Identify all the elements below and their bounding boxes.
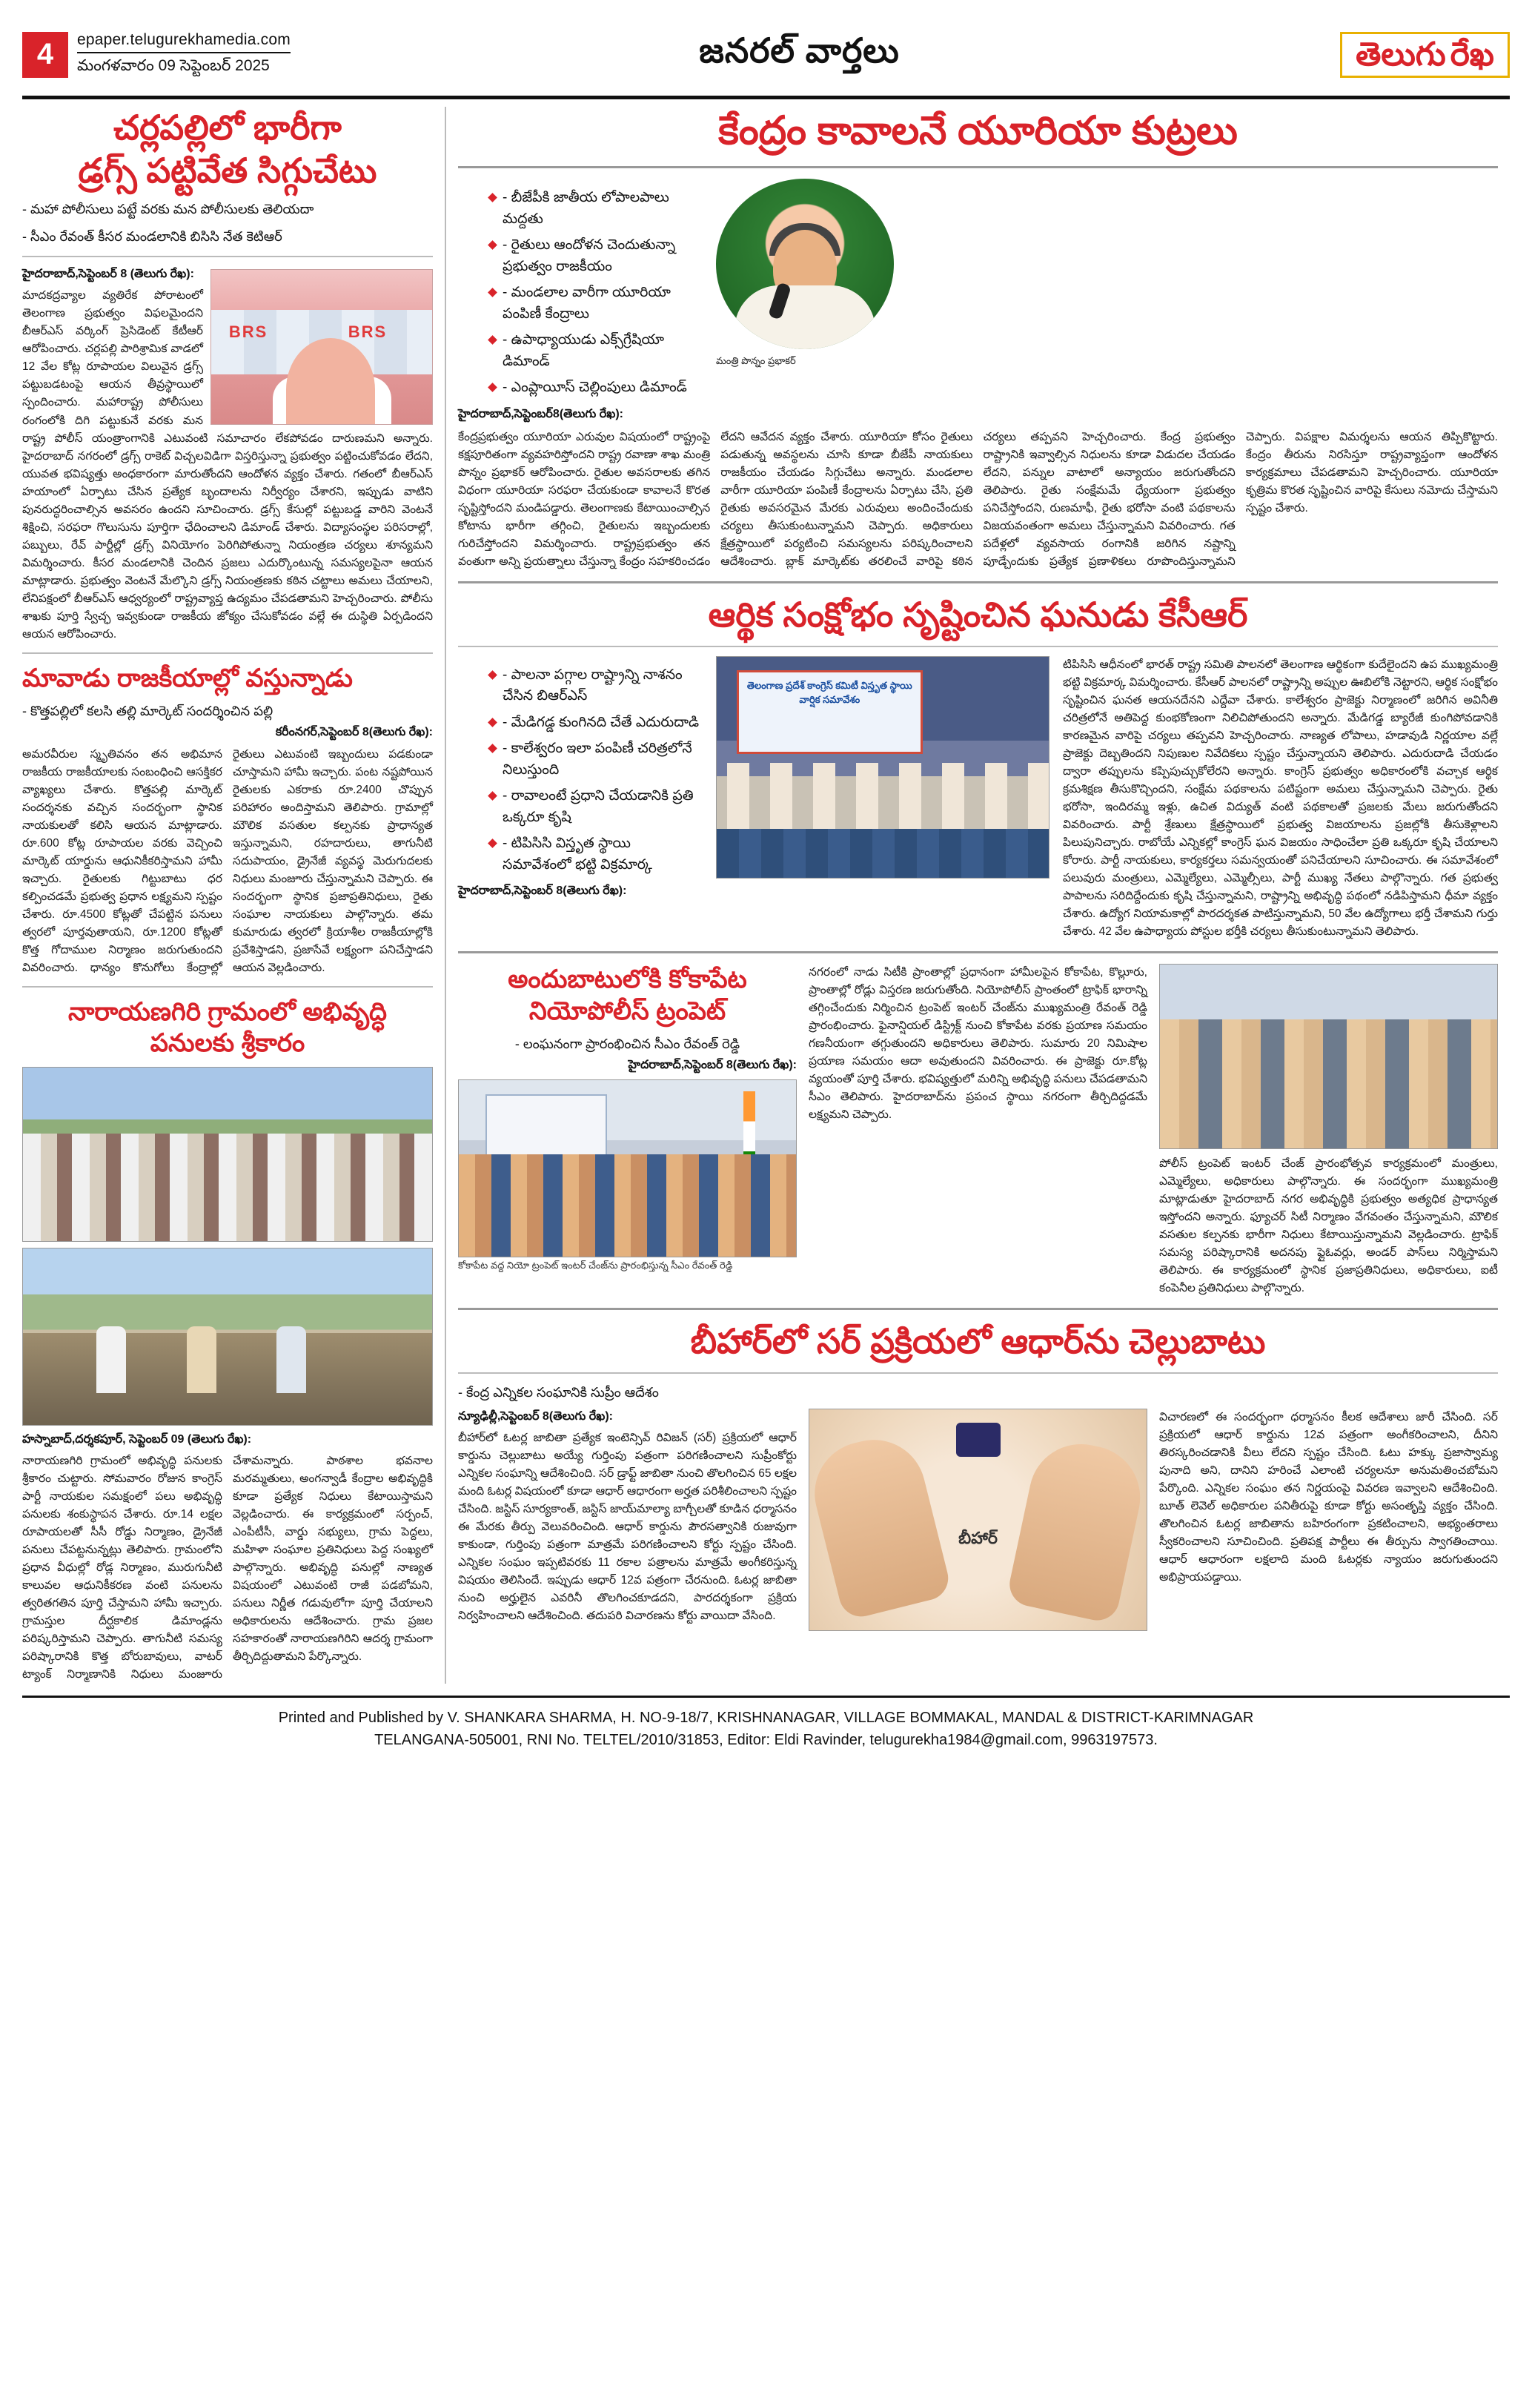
second-bullet-4: - రావాలంటే ప్రధాని చేయడానికి ప్రతి ఒక్కరూ కృషి [488,786,703,828]
story1-byline: హైదరాబాద్,సెప్టెంబర్ 8 (తెలుగు రేఖ): [22,268,194,280]
story-neopolis-trumpet [458,964,1498,1297]
logo-text-secondary: రేఖ [1450,36,1494,73]
story2-headline: మావాడు రాజకీయాల్లో వస్తున్నాడు [22,664,353,692]
epaper-site-url[interactable]: epaper.telugurekhamedia.com [77,31,291,53]
footer-line-1: Printed and Published by V. SHANKARA SHARMA, H. NO-9-18/7, KRISHNANAGAR, VILLAGE BOMMAKAL, MANDAL & DISTRICT-KARIMNAGAR [278,1710,1254,1727]
footer-line-2: TELANGANA-505001, RNI No. TELTEL/2010/31853, Editor: Eldi Ravinder, telugurekha1984@gmail.com, 9963197573. [374,1732,1158,1749]
bihar-map-label: బీహార్ [958,1528,998,1547]
main-body: కేంద్రప్రభుత్వం యూరియా ఎరువుల విషయంలో రాష్ట్రంపై కక్షపూరితంగా వ్యవహరిస్తోందని రాష్ట్ర రవాణా శాఖ మంత్రి పొన్నం ప్రభాకర్ ఆరోపించారు. రైతుల అవసరాలకు తగిన విధంగా యూరియా సరఫరా చేయకుండా కావాలనే కొరత సృష్టిస్తోందని మండిపడ్డారు. తెలంగాణకు కేటాయించాల్సిన కోటాను భారీగా తగ్గించి, రైతులను ఇబ్బందులకు గురిచేస్తోందని విమర్శించారు. రాష్ట్రప్రభుత్వం తన వంతుగా అన్ని ప్రయత్నాలు చేస్తున్నా కేంద్రం సహకరించడం లేదని ఆవేదన వ్యక్తం చేశారు. యూరియా కోసం రైతులు పడుతున్న అవస్థలను చూసి కూడా బీజేపీ నాయకులు రాజకీయం చేయడం సిగ్గుచేటు అన్నారు. మండలాల వారీగా యూరియా పంపిణీ కేంద్రాలను ఏర్పాటు చేసి, ప్రతి రైతుకు అవసరమైన మేరకు ఎరువులు అందించేందుకు చర్యలు తీసుకుంటున్నామని చెప్పారు. అధికారులు క్షేత్రస్థాయిలో పర్యటించి సమస్యలను పరిష్కరించాలని ఆదేశించారు. బ్లాక్ మార్కెట్‌కు తరలించే వారిపై కఠిన చర్యలు తప్పవని హెచ్చరించారు. కేంద్ర ప్రభుత్వం రాష్ట్రానికి ఇవ్వాల్సిన నిధులను కూడా విడుదల చేయడం లేదని, పన్నుల వాటాలో అన్యాయం జరుగుతోందని తెలిపారు. రైతు సంక్షేమమే ధ్యేయంగా ప్రభుత్వం పనిచేస్తోందని, రుణమాఫీ, రైతు భరోసా వంటి పథకాలను విజయవంతంగా అమలు చేస్తున్నామని వివరించారు. గత పదేళ్లలో వ్యవసాయ రంగానికి జరిగిన నష్టాన్ని పూడ్చేందుకు ప్రత్యేక ప్రణాళికలు రూపొందిస్తున్నామని చెప్పారు. విపక్షాల విమర్శలను ఆయన తిప్పికొట్టారు. కేంద్రం తీరును నిరసిస్తూ రాష్ట్రవ్యాప్తంగా ఆందోళన కార్యక్రమాలు చేపడతామని హెచ్చరించారు. యూరియా కృత్రిమ కొరత సృష్టించిన వారిపై కేసులు నమోదు చేస్తామని స్పష్టం చేశారు. [458,431,1498,569]
nano-headline-line1: అందుబాటులోకి కోకాపేట [508,965,747,994]
logo-text-primary: తెలుగు [1356,36,1446,73]
main-bullet-1: - బీజేపీకి జాతీయ లోపాలపాలు మద్దతు [488,188,703,230]
story-narayanagiri-development [22,996,433,1684]
publication-logo [1340,32,1510,78]
main-bullets [458,188,703,399]
story3-body: నారాయణగిరి గ్రామంలో అభివృద్ధి పనులకు శ్రీకారం చుట్టారు. సోమవారం రోజున కాంగ్రెస్ పార్టీ నాయకుల సమక్షంలో పలు అభివృద్ధి పనులకు శంకుస్థాపన చేశారు. రూ.14 లక్షల రూపాయలతో సీసీ రోడ్డు నిర్మాణం, డ్రైనేజీ పనులు చేపట్టనున్నట్లు తెలిపారు. గ్రామంలోని ప్రధాన వీధుల్లో రోడ్ల నిర్మాణం, మురుగునీటి కాలువల ఆధునికీకరణ వంటి పనులను త్వరితగతిన పూర్తి చేస్తామని హామీ ఇచ్చారు. గ్రామస్తుల దీర్ఘకాలిక డిమాండ్లను పరిష్కరిస్తామని చెప్పారు. తాగునీటి సమస్య పరిష్కారానికి కొత్త బోరుబావులు, వాటర్ ట్యాంక్ నిర్మాణానికి నిధులు మంజూరు చేశామన్నారు. పాఠశాల భవనాల మరమ్మతులు, అంగన్వాడీ కేంద్రాల అభివృద్ధికి కూడా ప్రత్యేక నిధులు కేటాయిస్తామని వెల్లడించారు. ఈ కార్యక్రమంలో సర్పంచ్, ఎంపీటీసీ, వార్డు సభ్యులు, గ్రామ పెద్దలు, మహిళా సంఘాల ప్రతినిధులు పెద్ద సంఖ్యలో పాల్గొన్నారు. అభివృద్ధి పనుల్లో నాణ్యత విషయంలో ఎటువంటి రాజీ పడబోమని, పనులు నిర్ణీత గడువులోగా పూర్తి చేయాలని అధికారులను ఆదేశించారు. గ్రామ ప్రజల సహకారంతో నారాయణగిరిని ఆదర్శ గ్రామంగా తీర్చిదిద్దుతామని పేర్కొన్నారు. [22,1455,433,1681]
photo-bihar-map-fingers [809,1409,1147,1631]
story1-headline-line2: డ్రగ్స్ పట్టివేత సిగ్గుచేటు [78,150,377,190]
bihar-body: బీహార్‌లో ఓటర్ల జాబితా ప్రత్యేక ఇంటెన్సివ్ రివిజన్ (సర్) ప్రక్రియలో ఆధార్ కార్డును చెల్లుబాటు అయ్యే గుర్తింపు పత్రంగా పరిగణించాలని సుప్రీంకోర్టు ఎన్నికల సంఘాన్ని ఆదేశించింది. సర్ డ్రాఫ్ట్ జాబితా నుంచి తొలగించిన 65 లక్షల మంది ఓటర్ల విషయంలో కూడా ఆధార్ ఆధారంగా అర్హత పరిశీలించాలని స్పష్టం చేసింది. జస్టిస్ సూర్యకాంత్, జస్టిస్ జాయ్‌మాల్యా బాగ్చీలతో కూడిన ధర్మాసనం ఈ మేరకు తీర్పు వెలువరించింది. ఆధార్ కార్డును పౌరసత్వానికి రుజువుగా కాకుండా, గుర్తింపు పత్రంగా మాత్రమే పరిగణించాలని కోర్టు స్పష్టం చేసింది. ఎన్నికల సంఘం ఇప్పటివరకు 11 రకాల పత్రాలను మాత్రమే అంగీకరిస్తున్న విషయం తెలిసిందే. ఇప్పుడు ఆధార్ 12వ పత్రంగా చేరనుంది. ఓటర్ల జాబితా నుంచి అర్హులైన ఎవరినీ తొలగించకూడదని, పారదర్శకంగా ప్రక్రియ నిర్వహించాలని ఆదేశించింది. తదుపరి విచారణను కోర్టు వాయిదా వేసింది. [458,1432,797,1623]
page-content [22,107,1510,1684]
left-column [22,107,446,1684]
story2-subhead: - కొత్తపల్లిలో కలసి తల్లి మార్కెట్ సందర్శించిన పల్లి [22,704,273,719]
main-headline: కేంద్రం కావాలనే యూరియా కుట్రలు [718,109,1238,153]
main-photo-caption: మంత్రి పొన్నం ప్రభాకర్ [716,355,796,367]
photo-ribbon-cutting [1159,964,1498,1149]
story2-body: అమరవీరుల స్మృతివనం తన అభిమాన రాజకీయ రాజకీయాలకు సంబంధించి ఆసక్తికర వ్యాఖ్యలు చేశారు. కొత్తపల్లి మార్కెట్ సందర్శనకు వచ్చిన సందర్భంగా స్థానిక నాయకులతో కలిసి ఆయన మాట్లాడారు. రూ.600 కోట్ల రూపాయల వరకు వెచ్చించి మార్కెట్ యార్డును ఆధునికీకరిస్తామని హామీ ఇచ్చారు. రైతులకు గిట్టుబాటు ధర కల్పించడమే ప్రభుత్వ ప్రధాన లక్ష్యమని స్పష్టం చేశారు. రూ.4500 కోట్లతో చేపట్టిన పనులు త్వరలో పూర్తవుతాయని, రూ.1200 కోట్లతో కొత్త గోదాముల నిర్మాణం జరుగుతుందని వివరించారు. ధాన్యం కొనుగోలు కేంద్రాల్లో రైతులు ఎటువంటి ఇబ్బందులు పడకుండా చూస్తామని హామీ ఇచ్చారు. పంట నష్టపోయిన రైతులకు ఎకరాకు రూ.2400 చొప్పున పరిహారం అందిస్తామని తెలిపారు. గ్రామాల్లో మౌలిక వసతుల కల్పనకు ప్రాధాన్యత ఇస్తున్నామని, రహదారులు, తాగునీటి సదుపాయం, డ్రైనేజీ వ్యవస్థ మెరుగుదలకు నిధులు మంజూరు చేస్తున్నామని చెప్పారు. ఈ సందర్భంగా స్థానిక ప్రజాప్రతినిధులు, రైతు సంఘాల నాయకులు పాల్గొన్నారు. తమ కుమారుడు త్వరలో క్రియాశీల రాజకీయాల్లోకి ప్రవేశిస్తాడని, ప్రజాసేవే లక్ష్యంగా పనిచేస్తాడని ఆయన వెల్లడించారు. [22,747,433,974]
story2-byline: కరీంనగర్,సెప్టెంబర్ 8(తెలుగు రేఖ): [275,726,433,739]
bihar-byline: న్యూఢిల్లీ,సెప్టెంబర్ 8(తెలుగు రేఖ): [458,1409,614,1423]
bihar-subhead: - కేంద్ర ఎన్నికల సంఘానికి సుప్రీం ఆదేశం [458,1384,659,1400]
story3-byline: హస్నాబాద్,దర్శకపూర్, సెప్టెంబర్ 09 (తెలుగు రేఖ): [22,1432,252,1446]
second-bullet-1: - పాలనా పగ్గాల రాష్ట్రాన్ని నాశనం చేసిన బిఆర్ఎస్ [488,665,703,707]
main-bullet-4: - ఉపాధ్యాయుడు ఎక్స్‌గ్రేషియా డిమాండ్ [488,330,703,372]
story-urea-conspiracy [458,107,1498,571]
story-politics-entry [22,663,433,977]
story1-headline-line1: చర్లపల్లిలో భారీగా [113,108,342,147]
main-bullet-5: - ఎంప్లాయీస్ చెల్లింపులు డిమాండ్ [488,377,703,399]
nano-body-right: పోలీస్ ట్రంపెట్ ఇంటర్ చేంజ్ ప్రారంభోత్సవ కార్యక్రమంలో మంత్రులు, ఎమ్మెల్యేలు, అధికారులు పాల్గొన్నారు. ఈ సందర్భంగా ముఖ్యమంత్రి మాట్లాడుతూ హైదరాబాద్ నగర అభివృద్ధికి ప్రభుత్వం అత్యధిక ప్రాధాన్యత ఇస్తోందని అన్నారు. ఫ్యూచర్ సిటీ నిర్మాణం వేగవంతం చేస్తున్నామని, మౌలిక వసతుల కల్పనకు భారీగా నిధులు కేటాయిస్తున్నామని వెల్లడించారు. ట్రాఫిక్ సమస్య పరిష్కారానికి అదనపు ఫ్లైఓవర్లు, అండర్ పాస్‌లు నిర్మిస్తామని తెలిపారు. ఈ కార్యక్రమంలో స్థానిక ప్రజాప్రతినిధులు, అధికారులు, ఐటీ కంపెనీల ప్రతినిధులు పాల్గొన్నారు. [1159,1157,1498,1295]
photo-neopolis-inauguration [458,1079,797,1257]
photo-ktr-press-meet: BRS BRS [210,269,433,425]
second-bullet-2: - మేడిగడ్డ కుంగినది చేతే ఎదురుదాడి [488,712,703,734]
nano-headline-line2: నియోపోలీస్ ట్రంపెట్ [528,996,726,1025]
second-body-lead: టిపిసిసి ఆధీనంలో భారత్ రాష్ట్ర సమితి పాలనలో తెలంగాణ ఆర్థికంగా కుదేలైందని ఉప ముఖ్యమంత్రి భట్టి విక్రమార్క విమర్శించారు. కేసీఆర్ పాలనలో రాష్ట్రాన్ని అప్పుల ఊబిలోకి నెట్టారని, ఆర్థిక సంక్షోభం సృష్టించిన ఘనత ఆయనదేనని ఎద్దేవా చేశారు. కాలేశ్వరం ప్రాజెక్టు నిర్మాణంలో జరిగిన అవినీతి చరిత్రలోనే అతిపెద్ద కుంభకోణంగా నిలిచిపోతుందని అన్నారు. మేడిగడ్డ బ్యారేజీ కుంగిపోవడానికి కారణమైన వారిపై చర్యలు తప్పవని హెచ్చరించారు. నాణ్యత లోపాలు, హడావుడి నిర్ణయాల వల్లే ప్రాజెక్టు దెబ్బతిందని నిపుణుల నివేదికలు స్పష్టం చేస్తున్నాయని తెలిపారు. ఎదురుదాడి చేయడం ద్వారా తప్పులను కప్పిపుచ్చుకోలేరని అన్నారు. కాంగ్రెస్ ప్రభుత్వం అధికారంలోకి వచ్చాక ఆర్థిక క్రమశిక్షణ తీసుకొచ్చిందని, సంక్షేమ పథకాలను పటిష్టంగా అమలు చేస్తున్నామని చెప్పారు. రైతు భరోసా, ఇందిరమ్మ ఇళ్లు, ఉచిత విద్యుత్ వంటి పథకాలతో ప్రజలకు మేలు జరుగుతోందని వివరించారు. పార్టీ శ్రేణులు క్షేత్రస్థాయిలో ప్రభుత్వ విజయాలను ప్రజల్లోకి తీసుకెళ్లాలని పిలుపునిచ్చారు. రాబోయే ఎన్నికల్లో కాంగ్రెస్ ఘన విజయం సాధించేలా ప్రతి ఒక్కరూ కృషి చేయాలని కోరారు. పార్టీ నాయకులు, కార్యకర్తలు సమన్వయంతో పనిచేయాలని సూచించారు. ఈ సమావేశంలో పలువురు మంత్రులు, ఎమ్మెల్యేలు, ఎమ్మెల్సీలు, పార్టీ ముఖ్య నేతలు పాల్గొన్నారు. గత ప్రభుత్వ పాపాలను సరిదిద్దేందుకు కృషి చేస్తున్నామని, రాష్ట్రాన్ని అభివృద్ధి పథంలో నడిపిస్తామని ధీమా వ్యక్తం చేశారు. ఉద్యోగ నియామకాల్లో పారదర్శకత పాటిస్తున్నామని, 50 వేల ఉద్యోగాలు భర్తీ చేశామని గుర్తు చేశారు. 42 వేల ఉపాధ్యాయ పోస్టుల భర్తీకి చర్యలు తీసుకుంటున్నామని తెలిపారు. [1063,658,1498,938]
story-charlapalli-drugs [22,107,433,644]
nano-byline: హైదరాబాద్,సెప్టెంబర్ 8(తెలుగు రేఖ): [628,1059,797,1072]
bihar-body-right: విచారణలో ఈ సందర్భంగా ధర్మాసనం కీలక ఆదేశాలు జారీ చేసింది. సర్ ప్రక్రియలో ఆధార్ కార్డును 12వ పత్రంగా అంగీకరించాలని, దీనిని తిరస్కరించడానికి వీలు లేదని స్పష్టం చేసింది. ఓటు హక్కు ప్రజాస్వామ్య పునాది అని, దానిని హరించే ఎలాంటి చర్యలనూ అనుమతించబోమని పేర్కొంది. ఎన్నికల సంఘం తన నిర్ణయంపై వివరణ ఇవ్వాలని ఆదేశించింది. బూత్ లెవెల్ అధికారుల పనితీరుపై కూడా కోర్టు అసంతృప్తి వ్యక్తం చేసింది. తొలగించిన ఓటర్ల జాబితాను బహిరంగంగా ప్రకటించాలని, అభ్యంతరాలు స్వీకరించాలని సూచించింది. ప్రతిపక్ష పార్టీలు ఈ తీర్పును స్వాగతించాయి. ఆధార్ ఆధారంగా లక్షలాది మంది ఓటర్లకు న్యాయం జరుగుతుందని అభిప్రాయపడ్డాయి. [1159,1410,1498,1584]
second-bullet-3: - కాలేశ్వరం ఇలా పంపిణీ చరిత్రలోనే నిలుస్తుంది [488,738,703,781]
photo-tpcc-meeting [716,656,1049,879]
main-bullet-3: - మండలాల వారీగా యూరియా పంపిణీ కేంద్రాలు [488,282,703,325]
stage-screen-line1: తెలంగాణ ప్రదేశ్ కాంగ్రెస్ కమిటీ విస్తృత స్థాయి వార్షిక సమావేశం [746,679,912,705]
main-column [446,107,1510,1684]
second-bullets [458,665,703,876]
masthead [22,19,1510,99]
story1-body: మాదకద్రవ్యాల వ్యతిరేక పోరాటంలో తెలంగాణ ప్రభుత్వం విఫలమైందని బీఆర్ఎస్ వర్కింగ్ ప్రెసిడెంట్ కేటీఆర్ ఆరోపించారు. చర్లపల్లి పారిశ్రామిక వాడలో 12 వేల కోట్ల రూపాయల విలువైన డ్రగ్స్ పట్టుబడటంపై ఆయన తీవ్రస్థాయిలో స్పందించారు. మహారాష్ట్ర పోలీసులు రంగంలోకి దిగి పట్టుకునే వరకు మన రాష్ట్ర పోలీస్ యంత్రాంగానికి ఎటువంటి సమాచారం లేకపోవడం దారుణమని అన్నారు. హైదరాబాద్ నగరంలో డ్రగ్స్ రాకెట్ విచ్చలవిడిగా విస్తరిస్తున్నా ప్రభుత్వం పట్టించుకోవడం లేదని, యువత భవిష్యత్తు అంధకారంగా మారుతోందని ఆందోళన వ్యక్తం చేశారు. గతంలో బీఆర్ఎస్ హయాంలో ఏర్పాటు చేసిన ప్రత్యేక బృందాలను నిర్వీర్యం చేశారని, ఇప్పుడు వాటిని పునరుద్ధరించాల్సిన అవసరం ఉందని సూచించారు. డ్రగ్స్ కేసుల్లో పట్టుబడ్డ వారిని వెంటనే శిక్షించి, సరఫరా గొలుసును పూర్తిగా ఛేదించాలని డిమాండ్ చేశారు. విద్యాసంస్థల పరిసరాల్లో, పబ్బులు, రేవ్ పార్టీల్లో డ్రగ్స్ వినియోగం పెరిగిపోతున్నా నియంత్రణ చర్యలు శూన్యమని విమర్శించారు. కీసర మండలానికి చెందిన ప్రజలు ఎదుర్కొంటున్న సమస్యలపైనా ఆయన మాట్లాడారు. ప్రభుత్వం వెంటనే మేల్కొని డ్రగ్స్ నియంత్రణకు కఠిన చట్టాలు అమలు చేయాలని, లేనిపక్షంలో బీఆర్ఎస్ ఆధ్వర్యంలో రాష్ట్రవ్యాప్త ఉద్యమం చేపడతామని హెచ్చరించారు. పోలీసు శాఖకు పూర్తి స్వేచ్ఛ ఇవ్వకుండా రాజకీయ జోక్యం చేసుకోవడం వల్లే ఈ దుస్థితి ఏర్పడిందని ఆయన ఆరోపించారు. [22,289,433,641]
story1-bullet-2: - సీఎం రేవంత్ కీసర మండలానికి బిసిసి నేత కెటిఆర్ [22,229,282,244]
story-bihar-sir-aadhaar [458,1320,1498,1631]
photo-village-groundbreaking [22,1248,433,1426]
masthead-right [1191,19,1510,90]
story-kcr-financial-crisis [458,594,1498,941]
page-footer [22,1696,1510,1764]
story3-headline-line2: పనులకు శ్రీకారం [150,1029,305,1058]
bihar-headline: బీహార్‌లో సర్ ప్రక్రియలో ఆధార్‌ను చెల్లుబాటు [690,1322,1266,1361]
second-byline: హైదరాబాద్,సెప్టెంబర్ 8(తెలుగు రేఖ): [458,884,627,898]
publication-date: మంగళవారం 09 సెప్టెంబర్ 2025 [77,56,270,74]
photo-village-gathering [22,1067,433,1242]
nano-subhead: - లంఘనంగా ప్రారంభించిన సీఎం రేవంత్ రెడ్డి [514,1036,740,1052]
main-bullet-2: - రైతులు ఆందోళన చెందుతున్నా ప్రభుత్వం రాజకీయం [488,235,703,277]
page-number-badge: 4 [22,32,68,78]
masthead-left [22,19,408,90]
second-bullet-5: - టిపిసిసి విస్తృత స్థాయి సమావేశంలో భట్టి విక్రమార్క [488,833,703,876]
second-headline: ఆర్థిక సంక్షోభం సృష్టించిన ఘనుడు కేసీఆర్ [708,595,1248,635]
story1-bullet-1: - మహా పోలీసులు పట్టే వరకు మన పోలీసులకు తెలియదా [22,202,314,216]
section-title: జనరల్ వార్తలు [699,30,900,70]
story3-headline-line1: నారాయణగిరి గ్రామంలో అభివృద్ధి [68,997,387,1026]
nano-photo-caption: కోకాపేట వద్ద నియో ట్రంపెట్ ఇంటర్ చేంజ్‌ను ప్రారంభిస్తున్న సీఎం రేవంత్ రెడ్డి [458,1260,733,1271]
nano-body-left: నగరంలో నాడు సిటీకి ప్రాంతాల్లో ప్రధానంగా హామీలపైన కోకాపేట, కొల్లూరు, ప్రాంతాల్లో రోడ్లు విస్తరణ జరుగుతోంది. నియోపోలీస్ ప్రాంతంలో ట్రాఫిక్ భారాన్ని తగ్గించేందుకు నిర్మించిన ట్రంపెట్ ఇంటర్ చేంజ్‌ను ముఖ్యమంత్రి రేవంత్ రెడ్డి ప్రారంభించారు. ఫైనాన్షియల్ డిస్ట్రిక్ట్ నుంచి కోకాపేట వరకు ప్రయాణ సమయం గణనీయంగా తగ్గుతుందని అధికారులు తెలిపారు. సుమారు 20 నిమిషాల ప్రయాణ సమయం ఆదా అవుతుందని వివరించారు. ఈ ప్రాజెక్టు రూ.కోట్ల వ్యయంతో పూర్తి చేశారు. భవిష్యత్తులో మరిన్ని అభివృద్ధి పనులు చేపడతామని సీఎం తెలిపారు. హైదరాబాద్‌ను ప్రపంచ స్థాయి నగరంగా తీర్చిదిద్దడమే లక్ష్యమని చెప్పారు. [809,966,1147,1122]
main-byline: హైదరాబాద్,సెప్టెంబర్8(తెలుగు రేఖ): [458,407,624,420]
photo-minister-ponnam-prabhakar [716,179,894,349]
